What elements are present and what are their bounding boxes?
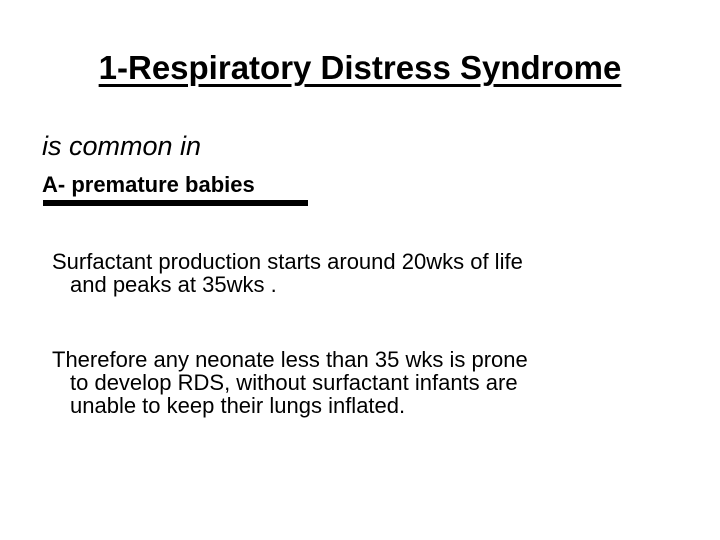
- answer-text: A- premature babies: [42, 172, 255, 197]
- paragraph-line: and peaks at 35wks .: [70, 272, 277, 297]
- paragraph-rds-risk: [52, 348, 692, 417]
- paragraph-line: Surfactant production starts around 20wks of life: [52, 249, 523, 274]
- paragraph-line: to develop RDS, without surfactant infants are: [70, 370, 518, 395]
- slide-subtitle: is common in: [42, 131, 202, 161]
- slide-title-text: 1-Respiratory Distress Syndrome: [98, 49, 622, 86]
- paragraph-line: unable to keep their lungs inflated.: [70, 393, 406, 418]
- paragraph-line: Therefore any neonate less than 35 wks is prone: [52, 347, 528, 372]
- slide-title: [0, 46, 720, 90]
- answer-underline: [43, 200, 308, 206]
- paragraph-surfactant-production: [52, 250, 692, 296]
